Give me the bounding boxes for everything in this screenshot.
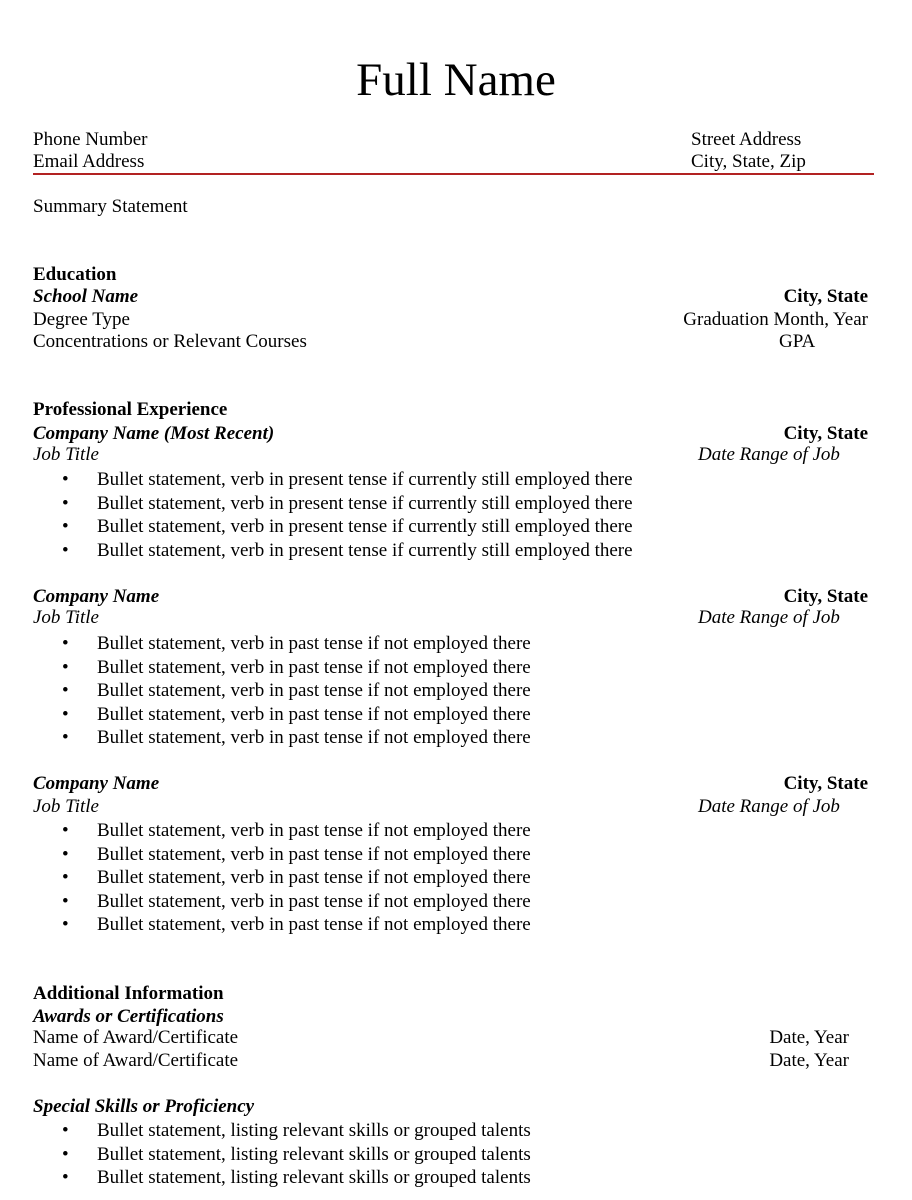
job-date-range: Date Range of Job: [698, 796, 840, 817]
bullet-icon: •: [62, 843, 69, 865]
list-item: • Bullet statement, verb in present tense if currently still employed there: [62, 469, 633, 490]
list-item: • Bullet statement, verb in past tense if not employed there: [62, 633, 531, 654]
award-date: Date, Year: [769, 1050, 849, 1071]
list-item: • Bullet statement, verb in present tense if currently still employed there: [62, 516, 633, 538]
bullet-icon: •: [62, 539, 69, 561]
job-date-range: Date Range of Job: [698, 444, 840, 465]
company-name: Company Name: [33, 586, 160, 607]
list-item: • Bullet statement, verb in past tense if not employed there: [62, 890, 531, 912]
phone-number: Phone Number: [33, 129, 148, 150]
bullet-icon: •: [62, 469, 69, 490]
list-item: • Bullet statement, verb in past tense if not employed there: [62, 843, 531, 865]
bullet-icon: •: [62, 492, 69, 514]
list-item: • Bullet statement, verb in past tense if not employed there: [62, 820, 531, 841]
degree-type: Degree Type: [33, 309, 130, 330]
bullet-icon: •: [62, 1143, 69, 1165]
graduation-date: Graduation Month, Year: [683, 309, 868, 330]
job-title: Job Title: [33, 444, 99, 465]
school-location: City, State: [783, 286, 868, 307]
experience-heading: Professional Experience: [33, 399, 228, 420]
bullet-icon: •: [62, 890, 69, 912]
list-item: • Bullet statement, verb in past tense if not employed there: [62, 703, 531, 725]
job-bullet-list: [0, 468, 912, 562]
email-address: Email Address: [33, 151, 145, 172]
list-item: • Bullet statement, listing relevant skills or grouped talents: [62, 1143, 531, 1165]
skills-bullet-list: [0, 1119, 912, 1190]
company-location: City, State: [783, 423, 868, 444]
company-location: City, State: [783, 586, 868, 607]
list-item: • Bullet statement, listing relevant skills or grouped talents: [62, 1120, 531, 1141]
award-name: Name of Award/Certificate: [33, 1050, 239, 1071]
awards-heading: Awards or Certifications: [33, 1006, 224, 1027]
job-title: Job Title: [33, 796, 99, 817]
bullet-icon: •: [62, 656, 69, 678]
full-name-title: Full Name: [356, 54, 556, 106]
bullet-icon: •: [62, 820, 69, 841]
bullet-icon: •: [62, 914, 69, 936]
school-name: School Name: [33, 286, 139, 307]
list-item: • Bullet statement, verb in present tense if currently still employed there: [62, 492, 633, 514]
city-state-zip: City, State, Zip: [691, 151, 806, 172]
list-item: • Bullet statement, verb in past tense if not employed there: [62, 656, 531, 678]
company-name: Company Name: [33, 773, 160, 794]
bullet-icon: •: [62, 727, 69, 749]
skills-heading: Special Skills or Proficiency: [33, 1096, 255, 1117]
bullet-icon: •: [62, 680, 69, 702]
list-item: • Bullet statement, verb in past tense if not employed there: [62, 867, 531, 889]
company-location: City, State: [783, 773, 868, 794]
job-title: Job Title: [33, 607, 99, 628]
street-address: Street Address: [691, 129, 802, 150]
header-divider: [33, 173, 874, 175]
list-item: • Bullet statement, verb in present tense if currently still employed there: [62, 539, 633, 561]
job-bullet-list: [0, 632, 912, 750]
job-date-range: Date Range of Job: [698, 607, 840, 628]
company-name: Company Name (Most Recent): [33, 423, 275, 444]
award-date: Date, Year: [769, 1027, 849, 1048]
bullet-icon: •: [62, 633, 69, 654]
education-heading: Education: [33, 264, 117, 285]
bullet-icon: •: [62, 867, 69, 889]
job-bullet-list: [0, 819, 912, 937]
bullet-icon: •: [62, 1120, 69, 1141]
relevant-courses: Concentrations or Relevant Courses: [33, 331, 307, 352]
bullet-icon: •: [62, 1167, 69, 1189]
list-item: • Bullet statement, listing relevant skills or grouped talents: [62, 1167, 531, 1189]
summary-statement: Summary Statement: [33, 196, 188, 217]
list-item: • Bullet statement, verb in past tense if not employed there: [62, 727, 531, 749]
additional-heading: Additional Information: [33, 983, 224, 1004]
bullet-icon: •: [62, 703, 69, 725]
bullet-icon: •: [62, 516, 69, 538]
gpa: GPA: [779, 331, 816, 352]
list-item: • Bullet statement, verb in past tense if not employed there: [62, 914, 531, 936]
list-item: • Bullet statement, verb in past tense if not employed there: [62, 680, 531, 702]
award-name: Name of Award/Certificate: [33, 1027, 239, 1048]
